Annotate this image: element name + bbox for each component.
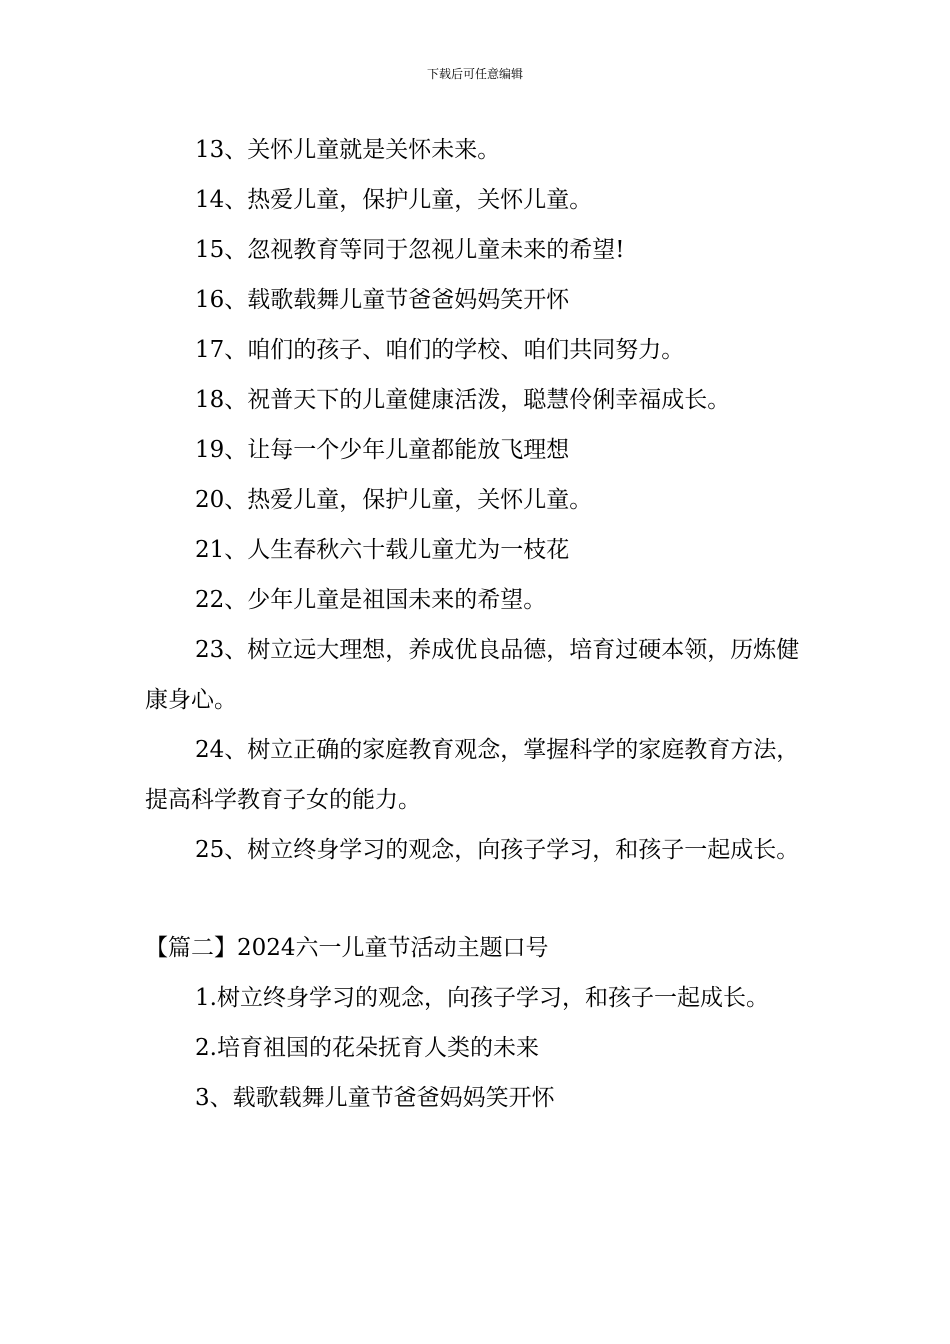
section-two-item-3: 3、载歌载舞儿童节爸爸妈妈笑开怀 xyxy=(195,1085,555,1111)
slogan-25: 25、树立终身学习的观念，向孩子学习，和孩子一起成长。 xyxy=(195,837,800,863)
slogan-17: 17、咱们的孩子、咱们的学校、咱们共同努力。 xyxy=(195,337,685,363)
section-two-title: 【篇二】2024六一儿童节活动主题口号 xyxy=(145,935,549,961)
section-two-item-2: 2.培育祖国的花朵抚育人类的未来 xyxy=(195,1035,539,1061)
slogan-16: 16、载歌载舞儿童节爸爸妈妈笑开怀 xyxy=(195,287,570,313)
slogan-19: 19、让每一个少年儿童都能放飞理想 xyxy=(195,437,570,463)
slogan-15: 15、忽视教育等同于忽视儿童未来的希望! xyxy=(195,237,625,263)
document-body xyxy=(145,125,815,1123)
slogan-21: 21、人生春秋六十载儿童尤为一枝花 xyxy=(195,537,570,563)
slogan-18: 18、祝普天下的儿童健康活泼，聪慧伶俐幸福成长。 xyxy=(195,387,731,413)
page-header-note: 下载后可任意编辑 xyxy=(426,67,523,81)
slogan-20: 20、热爱儿童，保护儿童，关怀儿童。 xyxy=(195,487,593,513)
section-two-item-1: 1.树立终身学习的观念，向孩子学习，和孩子一起成长。 xyxy=(195,985,769,1011)
slogan-22: 22、少年儿童是祖国未来的希望。 xyxy=(195,587,547,613)
slogan-24: 24、树立正确的家庭教育观念，掌握科学的家庭教育方法，提高科学教育子女的能力。 xyxy=(145,737,800,813)
slogan-14: 14、热爱儿童，保护儿童，关怀儿童。 xyxy=(195,187,593,213)
slogan-23: 23、树立远大理想，养成优良品德，培育过硬本领，历炼健康身心。 xyxy=(145,637,800,713)
slogan-13: 13、关怀儿童就是关怀未来。 xyxy=(195,137,501,163)
section-spacer xyxy=(145,875,815,923)
